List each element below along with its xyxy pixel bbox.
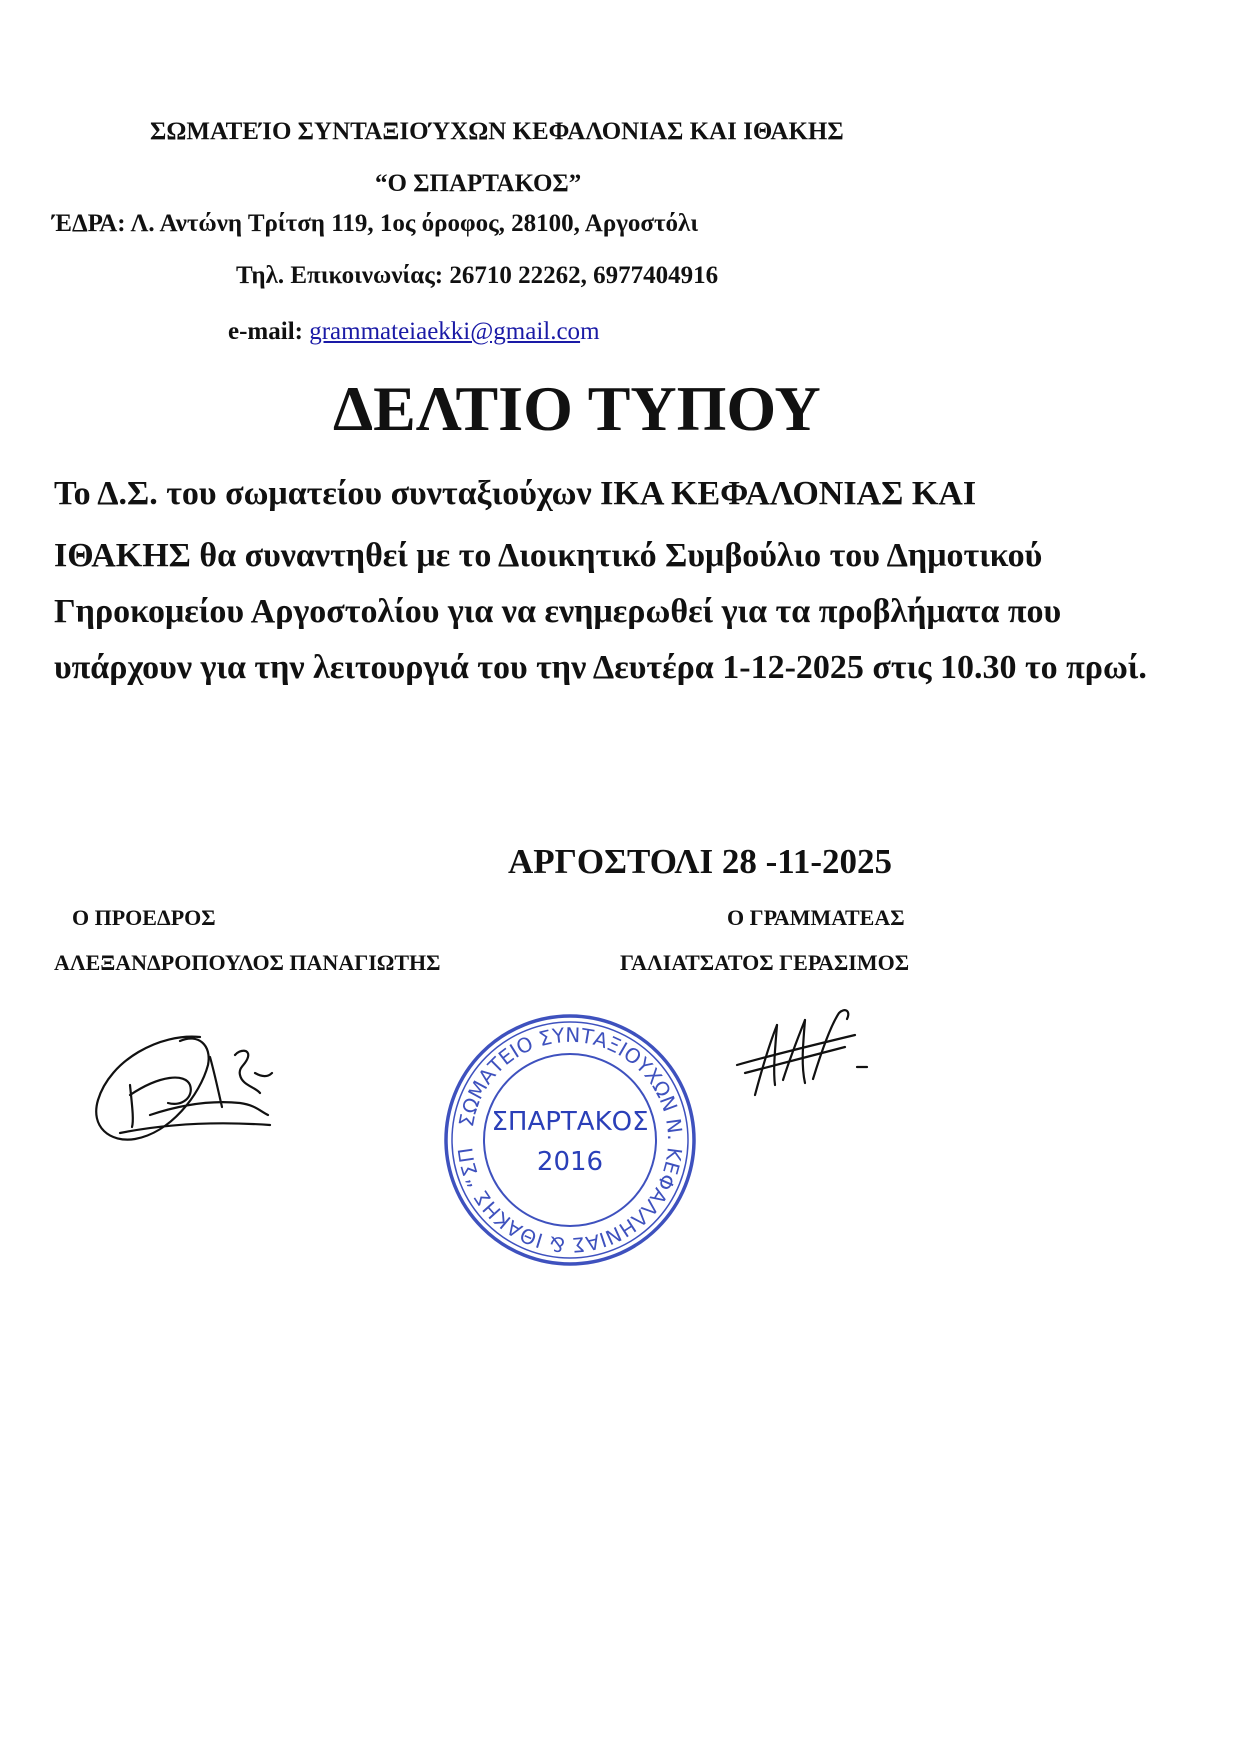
organization-email-row — [228, 318, 600, 346]
president-signature — [90, 1015, 310, 1160]
president-name: ΑΛΕΞΑΝΔΡΟΠΟΥΛΟΣ ΠΑΝΑΓΙΩΤΗΣ — [54, 950, 441, 975]
document-title: ΔΕΛΤΙΟ ΤΥΠΟΥ — [333, 373, 821, 444]
press-release-body — [54, 468, 1204, 696]
stamp-ring-text: ΣΩΜΑΤΕΙΟ ΣΥΝΤΑΞΙΟΥΧΩΝ Ν. ΚΕΦΑΛΛΗΝΙΑΣ & ΙΘΑΚΗΣ “ΣΠ — [453, 1022, 688, 1258]
president-role: Ο ΠΡΟΕΔΡΟΣ — [72, 905, 216, 930]
email-link[interactable]: grammateiaekki@gmail.co — [309, 318, 581, 345]
place-and-date: ΑΡΓΟΣΤΟΛΙ 28 -11-2025 — [508, 842, 892, 881]
secretary-name: ΓΑΛΙΑΤΣΑΤΟΣ ΓΕΡΑΣΙΜΟΣ — [620, 950, 910, 975]
organization-address: ΈΔΡΑ: Λ. Αντώνη Τρίτση 119, 1ος όροφος, 28100, Αργοστόλι — [52, 210, 699, 237]
body-paragraph: ΙΘΑΚΗΣ θα συναντηθεί με το Διοικητικό Συμβούλιο του Δημοτικού Γηροκομείου Αργοστολίου για να ενημερωθεί για τα προβλήματα που υπάρχουν για την λειτουργιά του την Δευτέρα 1-12-2025 στις 10.30 το πρωί. — [54, 537, 1147, 686]
stamp-center-name: ΣΠΑΡΤΑΚΟΣ — [491, 1107, 649, 1137]
organization-nickname: “Ο ΣΠΑΡΤΑΚΟΣ” — [375, 170, 582, 197]
secretary-role: Ο ΓΡΑΜΜΑΤΕΑΣ — [727, 905, 905, 930]
email-label: e-mail: — [228, 318, 310, 345]
email-tail: m — [580, 318, 600, 345]
body-line-1: Το Δ.Σ. του σωματείου συνταξιούχων ΙΚΑ ΚΕΦΑΛΟΝΙΑΣ ΚΑΙ — [54, 475, 977, 512]
organization-name: ΣΩΜΑΤΕΊΟ ΣΥΝΤΑΞΙΟΎΧΩΝ ΚΕΦΑΛΟΝΙΑΣ ΚΑΙ ΙΘΑΚΗΣ — [150, 118, 844, 145]
association-stamp — [440, 1010, 700, 1275]
secretary-signature — [735, 995, 875, 1110]
stamp-center-year: 2016 — [536, 1147, 604, 1177]
organization-phone: Τηλ. Επικοινωνίας: 26710 22262, 6977404916 — [236, 262, 719, 289]
